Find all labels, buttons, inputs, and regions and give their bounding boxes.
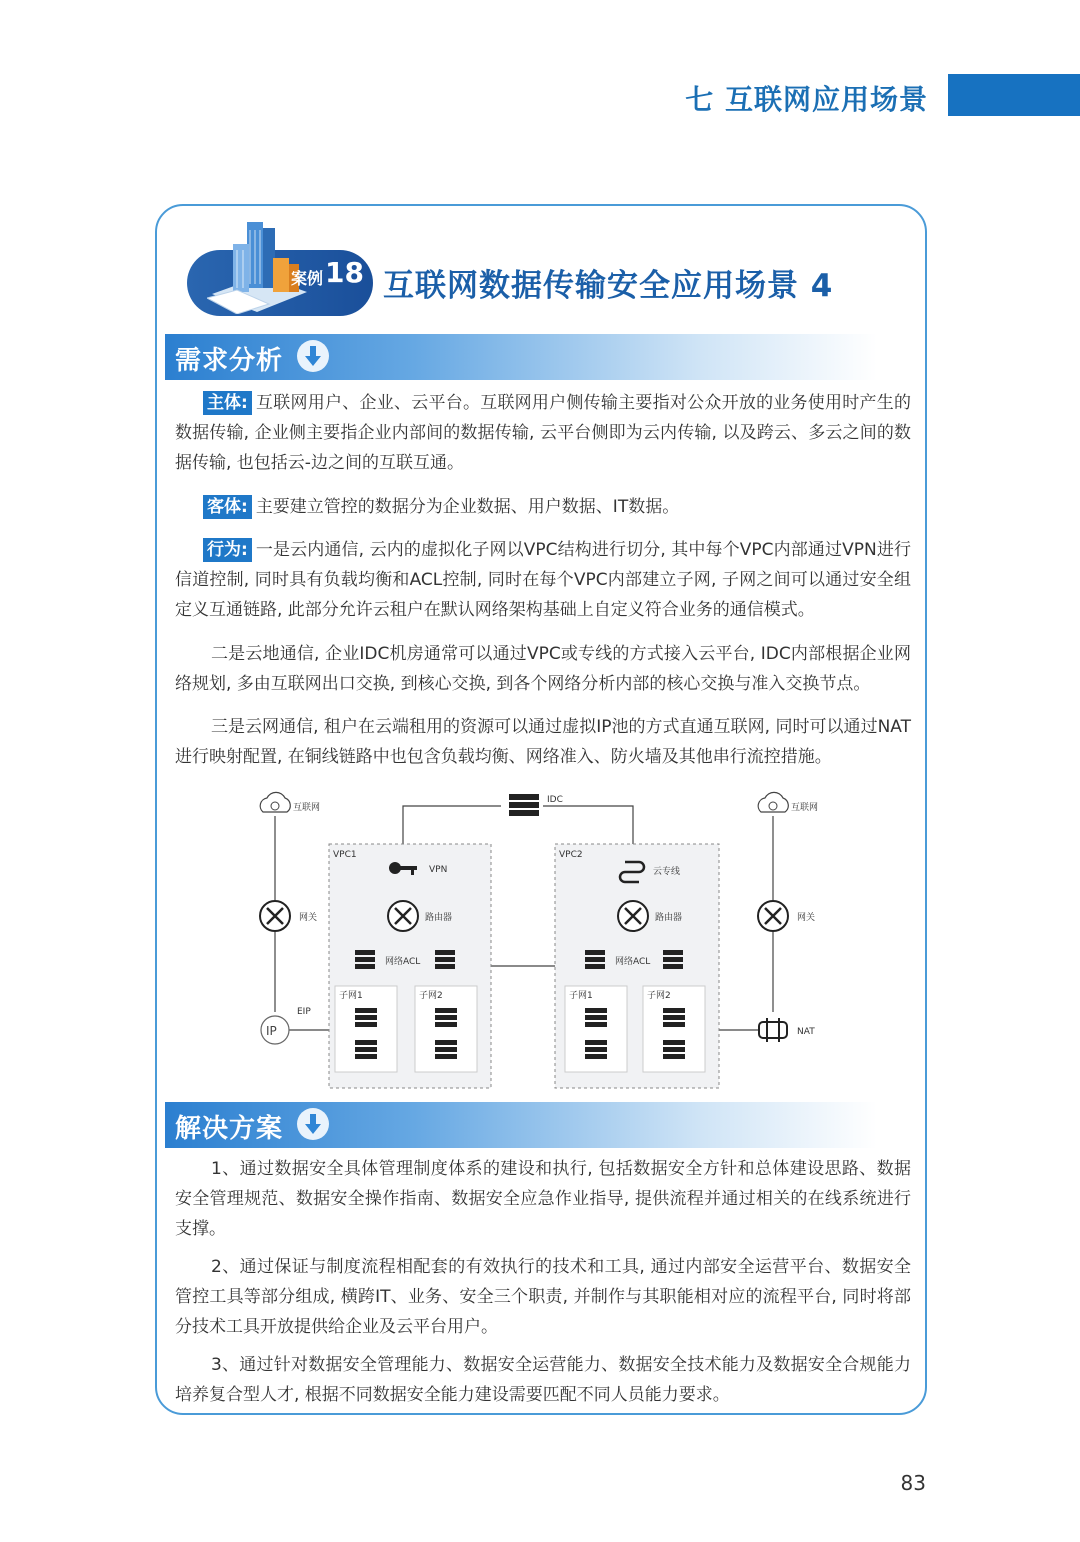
router2-icon [618,901,648,931]
case-number: 18 [325,256,364,289]
case-title: 互联网数据传输安全应用场景 4 [383,268,834,304]
gateway-left-label: 网关 [299,913,318,923]
idc-server-icon [509,794,539,816]
cloud-line-label: 云专线 [653,867,681,877]
vpc1-subnet2-label: 子网2 [419,991,443,1001]
vpc2-subnet2-label: 子网2 [647,991,671,1001]
line-idc-cloudline [543,806,633,844]
gateway-right-label: 网关 [797,913,816,923]
solution-paragraph-1: 1、通过数据安全具体管理制度体系的建设和执行, 包括数据安全方针和总体建设思路、数据安全管理规范、数据安全操作指南、数据安全应急作业指导, 提供流程并通过相关的在线系统进行支撑。 [175,1159,911,1239]
vpc2-label: VPC2 [559,850,583,860]
section-solution [165,1102,877,1148]
behavior-paragraph [175,535,911,625]
behavior-paragraph-3: 三是云网通信, 租户在云端租用的资源可以通过虚拟IP池的方式直通互联网, 同时可以通过NAT进行映射配置, 在铜线链路中也包含负载均衡、网络准入、防火墙及其他串行流控措施。 [175,717,911,767]
object-text: 主要建立管控的数据分为企业数据、用户数据、IT数据。 [255,497,680,517]
case-card [155,204,927,1415]
internet-left-label: 互联网 [293,803,321,813]
network-diagram [253,782,823,1094]
object-tag: 客体: [203,495,252,519]
internet-right-icon [758,792,788,812]
acl1-label: 网络ACL [385,957,421,967]
subject-paragraph [175,388,911,478]
vpc2-subnet1-label: 子网1 [569,991,593,1001]
ip-label: IP [266,1024,277,1038]
subject-text: 互联网用户、企业、云平台。互联网用户侧传输主要指对公众开放的业务使用时产生的数据传输, 企业侧主要指企业内部间的数据传输, 云平台侧即为云内传输, 以及跨云、多云之间的数据传输, 也包括云-边之间的互联互通。 [175,393,911,473]
page-number: 83 [900,1471,926,1495]
vpn-label: VPN [429,865,448,875]
building-illustration-icon [207,214,307,314]
acl2-label: 网络ACL [615,957,651,967]
behavior-text: 一是云内通信, 云内的虚拟化子网以VPC结构进行切分, 其中每个VPC内部通过VPN进行信道控制, 同时具有负载均衡和ACL控制, 同时在每个VPC内部建立子网, 子网之间可以通过安全组定义互通链路, 此部分允许云租户在默认网络架构基础上自定义符合业务的通信模式。 [175,540,911,620]
arrow-down-icon [297,1108,329,1140]
section-needs [165,334,877,380]
nat-icon [759,1018,787,1042]
internet-right-label: 互联网 [791,803,819,813]
solution-paragraph-2: 2、通过保证与制度流程相配套的有效执行的技术和工具, 通过内部安全运营平台、数据安全管控工具等部分组成, 横跨IT、业务、安全三个职责, 并制作与其职能相对应的流程平台, 同时将部分技术工具开放提供给企业及云平台用户。 [175,1257,911,1337]
vpc1-label: VPC1 [333,850,357,860]
section-needs-title: 需求分析 [175,346,284,376]
behavior-paragraph-2: 二是云地通信, 企业IDC机房通常可以通过VPC或专线的方式接入云平台, IDC内部根据企业网络规划, 多由互联网出口交换, 到核心交换, 到各个网络分析内部的核心交换与准入交换节点。 [175,644,911,694]
subject-tag: 主体: [203,391,252,415]
router2-label: 路由器 [655,913,683,923]
nat-label: NAT [797,1027,815,1037]
object-paragraph [175,492,911,522]
eip-label: EIP [297,1007,311,1017]
case-label: 案例 [291,269,324,288]
idc-label: IDC [547,795,563,805]
router1-label: 路由器 [425,913,453,923]
arrow-down-icon [297,340,329,372]
chapter-title: 七 互联网应用场景 [685,83,928,116]
solution-paragraph-3: 3、通过针对数据安全管理能力、数据安全运营能力、数据安全技术能力及数据安全合规能力培养复合型人才, 根据不同数据安全能力建设需要匹配不同人员能力要求。 [175,1355,911,1405]
section-solution-title: 解决方案 [175,1114,284,1144]
behavior-tag: 行为: [203,538,252,562]
router1-icon [388,901,418,931]
internet-left-icon [260,792,290,812]
chapter-header [0,74,1080,118]
line-vpn-idc [403,806,501,844]
gateway-left-icon [260,901,290,931]
case-banner [187,246,377,316]
chapter-bar [948,74,1080,116]
vpc1-subnet1-label: 子网1 [339,991,363,1001]
gateway-right-icon [758,901,788,931]
